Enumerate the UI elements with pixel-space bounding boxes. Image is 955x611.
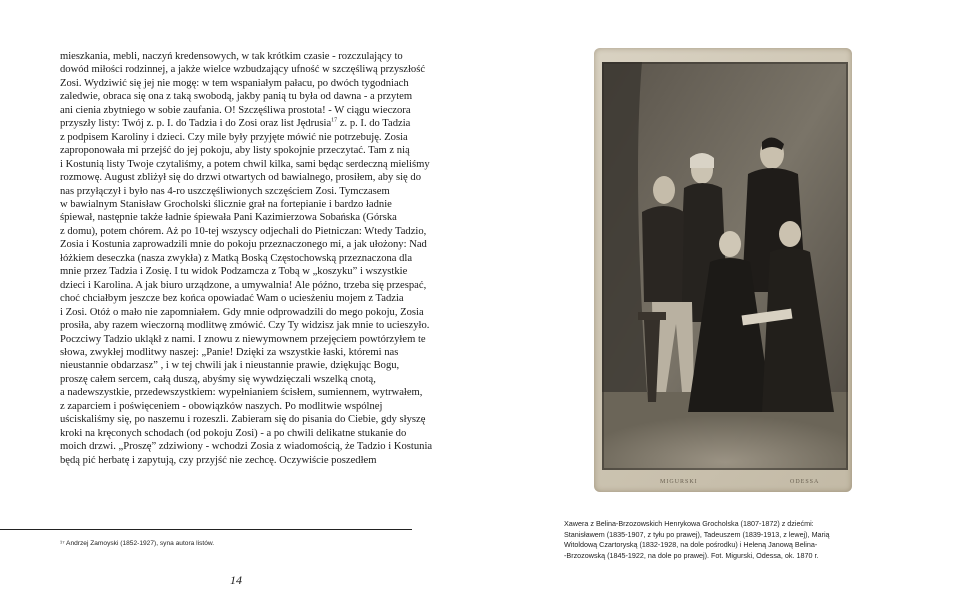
photographer-imprint: MIGURSKI — [660, 479, 698, 485]
text-line-part: z. p. I. do Tadzia — [337, 118, 411, 130]
text-line: nieustannie obdarzasz” , i w tej chwili jak i nieustannie prawie, dziękując Bogu, — [60, 360, 400, 372]
footnote: ¹⁷ Andrzej Zamoyski (1852-1927), syna autora listów. — [60, 540, 215, 547]
text-line: dowód miłości rodzinnej, a jakże wielce wzbudzający ufność w szczęśliwą przyszłość — [60, 64, 426, 76]
caption-line: -Brzozowską (1845-1922, na dole po prawej). Fot. Migurski, Odessa, ok. 1870 r. — [564, 550, 819, 560]
carte-de-visite-photo — [594, 48, 852, 492]
footnote-rule — [0, 529, 412, 530]
text-line: zaproponowała mi przejść do jej pokoju, aby listy spokojnie przeczytać. Tam z nią — [60, 145, 410, 157]
text-line: a nadewszystkie, przedewszystkiem: wypełnianiem ścisłem, sumiennem, wytrwałem, — [60, 387, 423, 399]
text-line: z podpisem Karoliny i dzieci. Czy mile były przyjęte mówić nie potrzebuję. Zosia — [60, 131, 408, 143]
caption-line: Witoldową Czartoryską (1832-1928, na dole pośrodku) i Heleną Janową Belina- — [564, 540, 818, 550]
text-line: Poczciwy Tadzio ukląkł z nami. I znowu z niewymownem przejęciem powtórzyłem te — [60, 333, 426, 345]
text-line: i Zosi. Otóż o mało nie zapomniałem. Gdy mnie odprowadzili do mego pokoju, Zosia — [60, 306, 424, 318]
text-line: z domu), potem chórem. Aż po 10-tej wszyscy odjechali do Pietniczan: Wtedy Tadzio, — [60, 225, 427, 237]
text-line: z zaparciem i poświęceniem - obowiązków naszych. Po modlitwie wspólnej — [60, 400, 383, 412]
text-line: choć chciałbym jeszcze bez końca opowiadać Wam o uciesżeniu mojem z Tadzia — [60, 293, 404, 305]
footnote-marker: 17 — [331, 117, 338, 124]
text-line: rozmowę. August zbliżył się do drzwi otwartych od bawialnego, prosiłem, aby się do — [60, 172, 421, 184]
text-line: łóżkiem deseczka (nasza zwykła) z Matką Boską Częstochowską przeznaczona dla — [60, 252, 413, 264]
text-line: i Kostunią listy Twoje czytaliśmy, a potem chwil kilka, sami będąc serdeczną mieliśmy — [60, 158, 430, 170]
text-line-with-footnote — [60, 117, 415, 130]
text-line: dzieci i Karolina. A jak biuro urządzone, a umywalnia! Ale późno, trzeba się przespać, — [60, 279, 427, 291]
text-line: słowa, zwykłej modlitwy naszej: „Panie! Dzięki za wszystkie łaski, któremi nas — [60, 346, 399, 358]
text-line: uściskaliśmy się, po naszemu i rozeszli. Zabieram się do pisania do Ciebie, gdy słyszę — [60, 414, 426, 426]
text-line: będą pić herbatę i zapytują, czy przyjść nie zechcę. Oczywiście poszedłem — [60, 454, 377, 466]
text-line: ani cienia zbytniego w sobie zaufania. O! Szczęśliwa prostota! - W ciągu wieczora — [60, 104, 411, 116]
text-line: śpiewał, następnie także ładnie śpiewała Pani Kazimierzowa Sobańska (Górska — [60, 212, 397, 224]
text-line: proszę całem sercem, całą duszą, abyśmy się wywdzięczali wszelką cnotą, — [60, 373, 376, 385]
caption-line: Stanisławem (1835-1907, z tyłu po prawej), Tadeuszem (1839-1913, z lewej), Marią — [564, 529, 830, 539]
text-line: moich drzwi. „Proszę” zdziwiony - wchodzi Zosia z wiadomością, że Tadzio i Kostunia — [60, 441, 433, 453]
text-line: prosiła, aby razem wieczorną modlitwę zmówić. Czy Ty widzisz jak mnie to ucieszyło. — [60, 320, 430, 332]
text-line: w bawialnym Stanisław Grocholski ślicznie grał na fortepianie i bardzo ładnie — [60, 198, 392, 210]
text-line: kroki na kręconych schodach (od pokoju Zosi) - a po chwili delikatne stukanie do — [60, 427, 407, 439]
photo-caption — [564, 519, 894, 561]
family-portrait-image — [602, 62, 848, 470]
city-imprint: ODESSA — [790, 479, 820, 485]
page-number: 14 — [230, 573, 242, 587]
caption-line: Xawera z Belina-Brzozowskich Henrykowa Grocholska (1807-1872) z dziećmi: — [564, 519, 814, 528]
letter-text — [60, 50, 433, 467]
text-line: Zosi. Wydziwić się jej nie mogę: w tem wspaniałym pałacu, po dwóch tygodniach — [60, 77, 409, 89]
text-line: Zosia i Kostunia zaprowadzili mnie do pokoju przeznaczonego mi, a jak ułożony: Nad — [60, 239, 427, 251]
text-line: mnie przez Tadzia i Zosię. I tu widok Podzamcza z Tobą w „koszyku” i wszystkie — [60, 266, 408, 278]
text-line-part: przyszły listy: Twój z. p. I. do Tadzia i do Zosi oraz list Jędrusia — [60, 118, 332, 130]
text-line: nas przyłączył i było nas 4-ro uszczęśliwionych szczęściem Zosi. Tymczasem — [60, 185, 390, 197]
family-photograph — [602, 62, 848, 470]
text-line: mieszkania, mebli, naczyń kredensowych, w tak krótkim czasie - rozczulający to — [60, 51, 403, 62]
text-line: zaledwie, obraca się ona z taką swobodą, jakby panią tu była od dawna - a przytem — [60, 91, 413, 103]
